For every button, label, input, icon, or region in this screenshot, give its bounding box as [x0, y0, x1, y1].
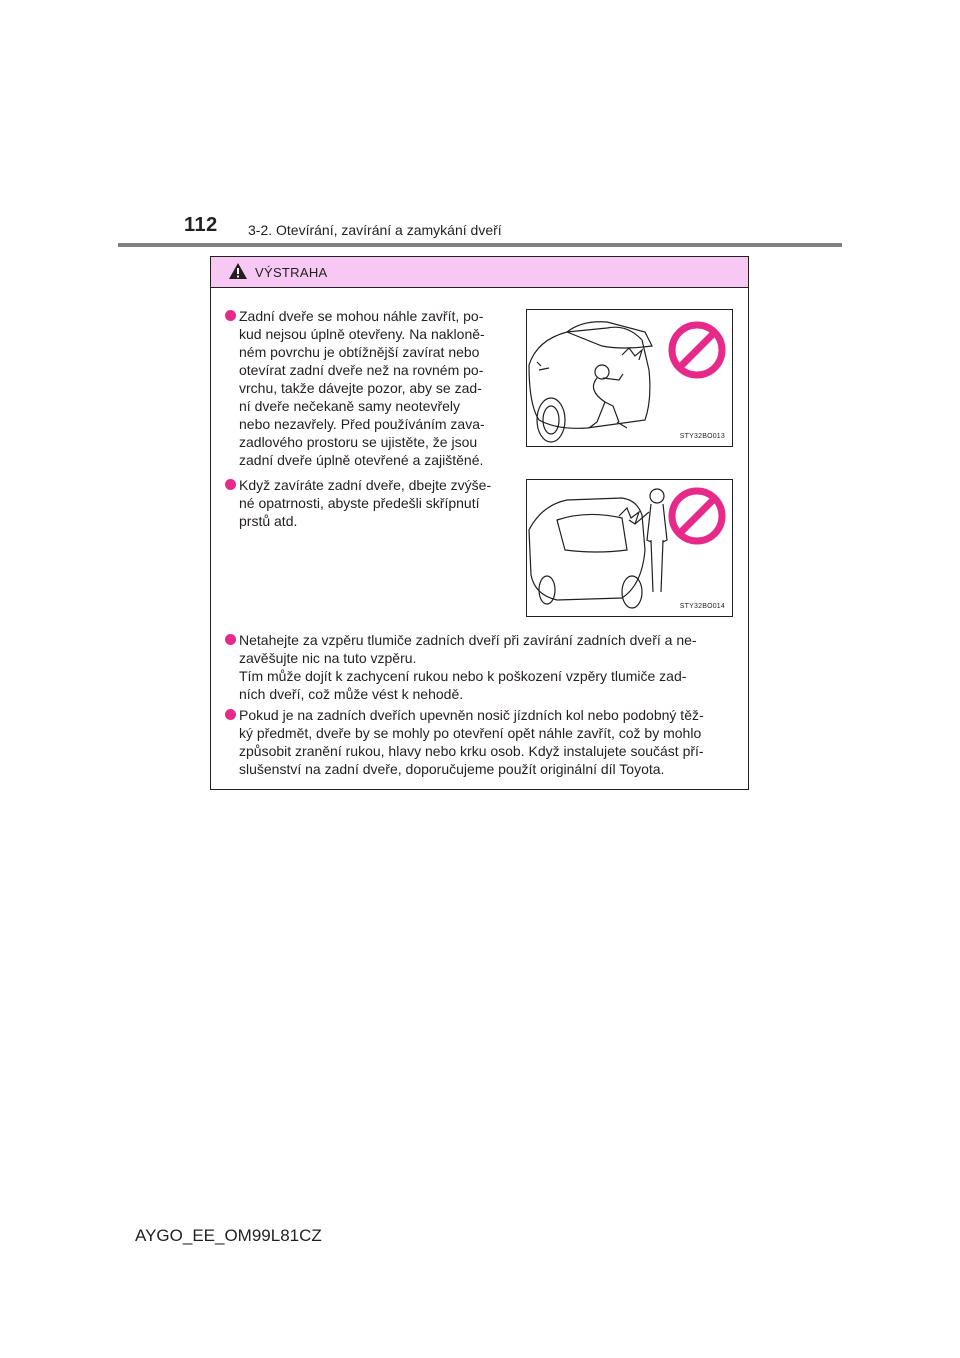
warning-item-text: Zadní dveře se mohou náhle zavřít, po- kud nejsou úplně otevřeny. Na nakloně- ném povrchu je obtížnější zavírat nebo otevírat zadní dveře než na rovném po- vrchu, takže dávejte pozor, aby se zad- ní dveře nečekaně samy neotevřely nebo nezavřely. Před používáním zava- zadlového prostoru se ujistěte, že jsou zadní dveře úplně otevřené a zajištěné.: [239, 308, 485, 468]
page-number: 112: [184, 214, 218, 236]
warning-item-text: Pokud je na zadních dveřích upevněn nosič jízdních kol nebo podobný těž- ký předmět, dveře by se mohly po otevření opět náhle zavřít, což by mohlo způsobit zranění rukou, hlavy nebo krku osob. Když instalujete součást pří- slušenství na zadní dveře, doporučujeme použít originální díl Toyota.: [239, 707, 704, 777]
illustration-code: STY32BO014: [679, 603, 725, 610]
illustration-code: STY32BO013: [679, 433, 725, 440]
warning-item-text: Když zavíráte zadní dveře, dbejte zvýše- né opatrnosti, abyste předešli skřípnutí prstů atd.: [239, 477, 492, 529]
bullet-icon: [225, 709, 236, 720]
prohibited-icon: [667, 320, 727, 380]
footer-doc-id: AYGO_EE_OM99L81CZ: [135, 1226, 322, 1245]
illustration-tailgate-slope: [526, 309, 733, 447]
warning-icon: [228, 262, 248, 280]
illustration-tailgate-closing: [526, 479, 733, 617]
warning-item: [225, 631, 743, 703]
bullet-icon: [225, 310, 236, 321]
prohibited-icon: [667, 486, 727, 546]
warning-item: [225, 307, 518, 469]
section-title: 3-2. Otevírání, zavírání a zamykání dveří: [248, 222, 502, 238]
warning-item-text: Netahejte za vzpěru tlumiče zadních dveří při zavírání zadních dveří a ne- zavěšujte nic na tuto vzpěru. Tím může dojít k zachycení rukou nebo k poškození vzpěry tlumiče zad- ních dveří, což může vést k nehodě.: [239, 632, 697, 702]
warning-item: [225, 706, 743, 778]
bullet-icon: [225, 634, 236, 645]
header-rule: [118, 243, 842, 247]
warning-item: [225, 476, 518, 530]
warning-header: [211, 257, 748, 288]
bullet-icon: [225, 479, 236, 490]
warning-box: [210, 256, 749, 790]
warning-title: VÝSTRAHA: [255, 265, 328, 280]
